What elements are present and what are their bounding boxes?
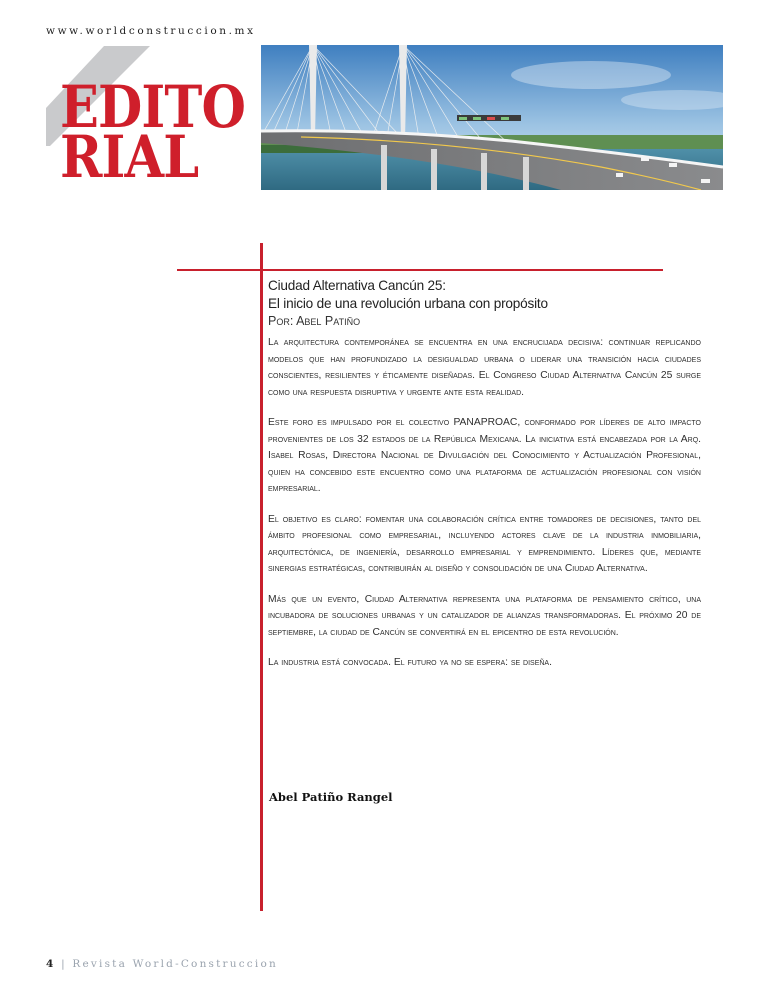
magazine-name: Revista World-Construccion [72, 958, 278, 970]
section-title-line1: EDITO [60, 73, 246, 141]
hero-bridge-image [261, 45, 723, 190]
site-url: www.worldconstruccion.mx [46, 25, 256, 37]
section-title [60, 73, 246, 191]
article-paragraph: La industria está convocada. El futuro ya no se espera: se diseña. [268, 657, 552, 668]
page-footer [46, 958, 278, 970]
article-paragraph: El objetivo es claro: fomentar una colaboración crítica entre tomadores de decisiones, tanto del ámbito profesional como empresarial, incluyendo actores clave de la industria inmobiliaria, arquitectónica, de ingeniería, desarrollo empresarial y emprendimiento. Líderes que, mediante sinergias estratégicas, contribuirán al diseño y consolidación de una Ciudad Alternativa. [268, 513, 701, 574]
vertical-red-rule [260, 243, 263, 911]
article-title-line2: El inicio de una revolución urbana con propósito [268, 296, 548, 311]
article [268, 277, 701, 686]
page-number: 4 [46, 958, 56, 970]
article-paragraph: Este foro es impulsado por el colectivo PANAPROAC, conformado por líderes de alto impacto provenientes de los 32 estados de la República Mexicana. La iniciativa está encabezada por la Arq. Isabel Rosas, Directora Nacional de Divulgación del Conocimiento y Actualización Profesional, quien ha concebido este encuentro como una plataforma de actualización profesional con visión empresarial. [268, 417, 701, 494]
article-title-line1: Ciudad Alternativa Cancún 25: [268, 278, 446, 293]
article-title [268, 277, 701, 313]
article-paragraph: La arquitectura contemporánea se encuentra en una encrucijada decisiva: continuar replicando modelos que han profundizado la desigualdad urbana o liderar una transición hacia ciudades conscientes, resilientes y éticamente diseñadas. El Congreso Ciudad Alternativa Cancún 25 surge como una respuesta disruptiva y urgente ante esta realidad. [268, 337, 701, 398]
article-paragraph: Más que un evento, Ciudad Alternativa representa una plataforma de pensamiento crítico, una incubadora de soluciones urbanas y un catalizador de alianzas transformadoras. El próximo 20 de septiembre, la ciudad de Cancún se convertirá en el epicentro de esta revolución. [268, 593, 701, 638]
author-signature: Abel Patiño Rangel [269, 790, 393, 804]
section-title-line2: RIAL [60, 123, 199, 191]
horizontal-red-rule [177, 269, 663, 271]
footer-separator: | [61, 958, 67, 970]
article-byline: Por: Abel Patiño [268, 314, 361, 328]
